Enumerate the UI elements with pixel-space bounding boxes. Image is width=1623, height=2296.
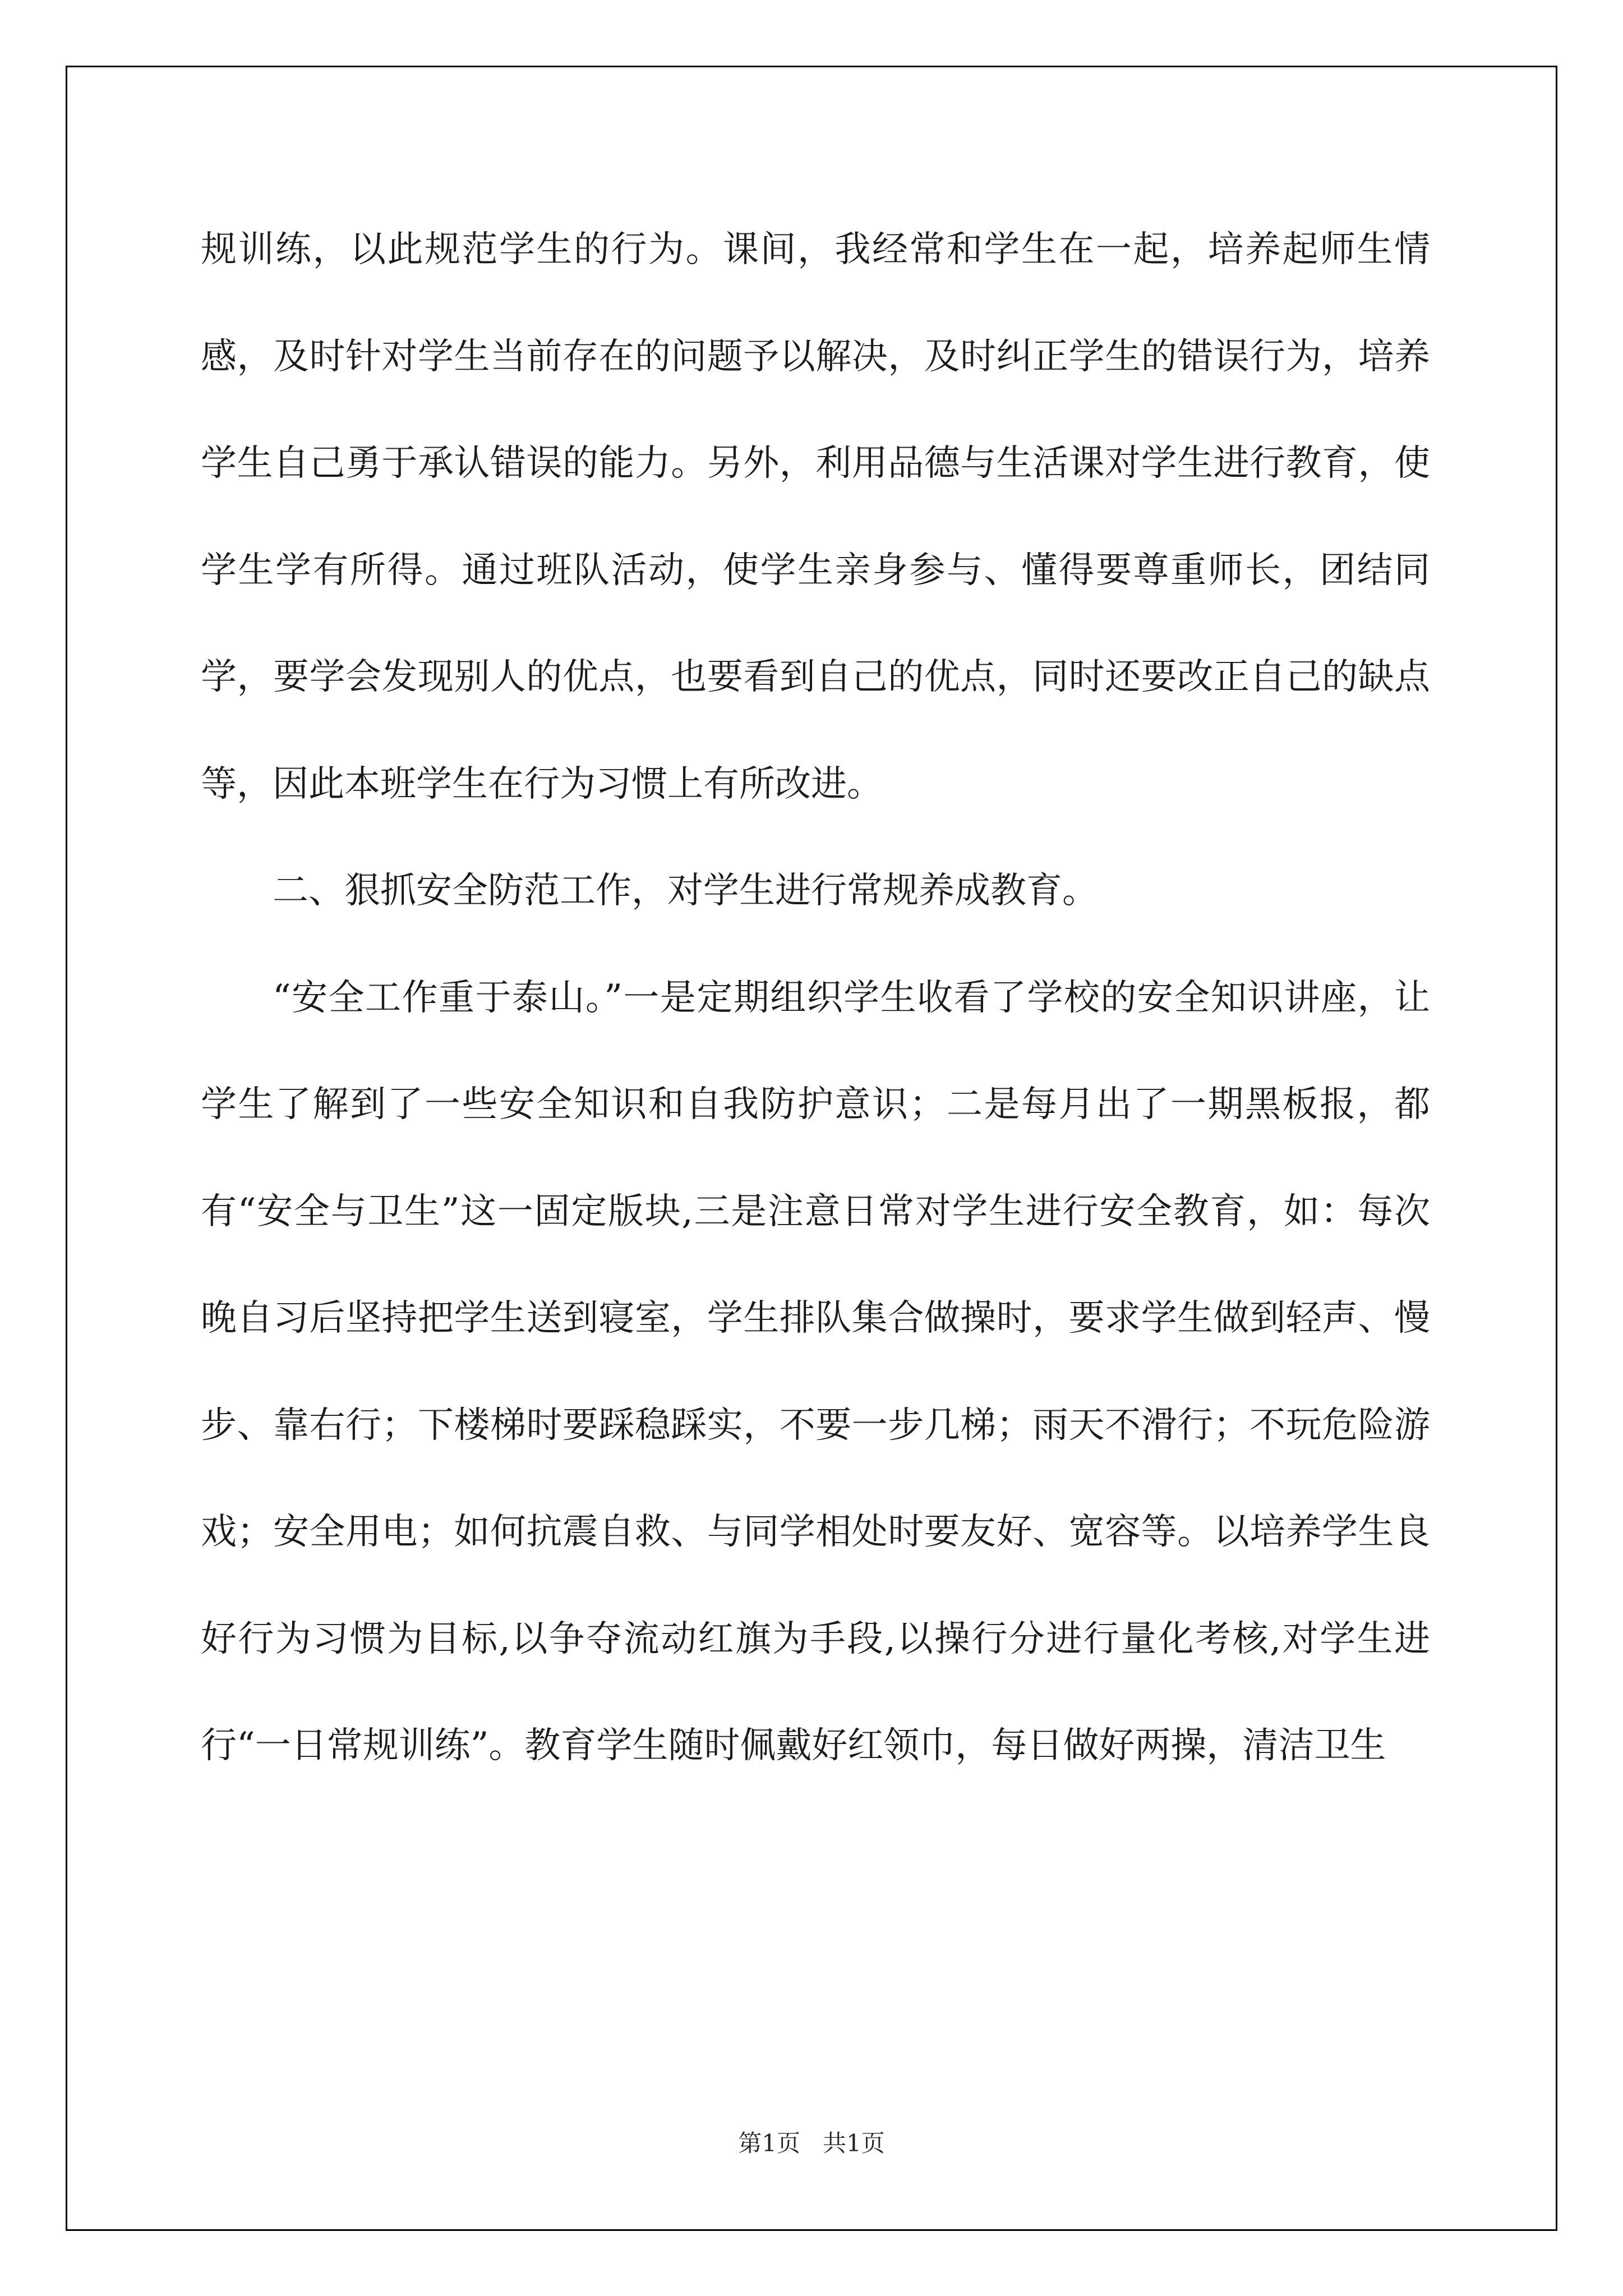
- paragraph-3: “安全工作重于泰山。”一是定期组织学生收看了学校的安全知识讲座，让学生了解到了一些安全知识和自我防护意识；二是每月出了一期黑板报，都有“安全与卫生”这一固定版块,三是注意日常对学生进行安全教育，如：每次晚自习后坚持把学生送到寝室，学生排队集合做操时，要求学生做到轻声、慢步、靠右行；下楼梯时要踩稳踩实，不要一步几梯；雨天不滑行；不玩危险游戏；安全用电；如何抗震自救、与同学相处时要友好、宽容等。以培养学生良好行为习惯为目标,以争夺流动红旗为手段,以操行分进行量化考核,对学生进行“一日常规训练”。教育学生随时佩戴好红领巾，每日做好两操，清洁卫生: [201, 977, 1430, 1766]
- paragraph-1: 规训练，以此规范学生的行为。课间，我经常和学生在一起，培养起师生情感，及时针对学生当前存在的问题予以解决，及时纠正学生的错误行为，培养学生自己勇于承认错误的能力。另外，利用品德与生活课对学生进行教育，使学生学有所得。通过班队活动，使学生亲身参与、懂得要尊重师长，团结同学，要学会发现别人的优点，也要看到自己的优点，同时还要改正自己的缺点等，因此本班学生在行为习惯上有所改进。: [201, 229, 1430, 805]
- section-heading-2: 二、狠抓安全防范工作，对学生进行常规养成教育。: [273, 870, 1098, 912]
- document-body: [201, 196, 1430, 1800]
- page-number-footer: 第1页 共1页: [738, 2129, 885, 2157]
